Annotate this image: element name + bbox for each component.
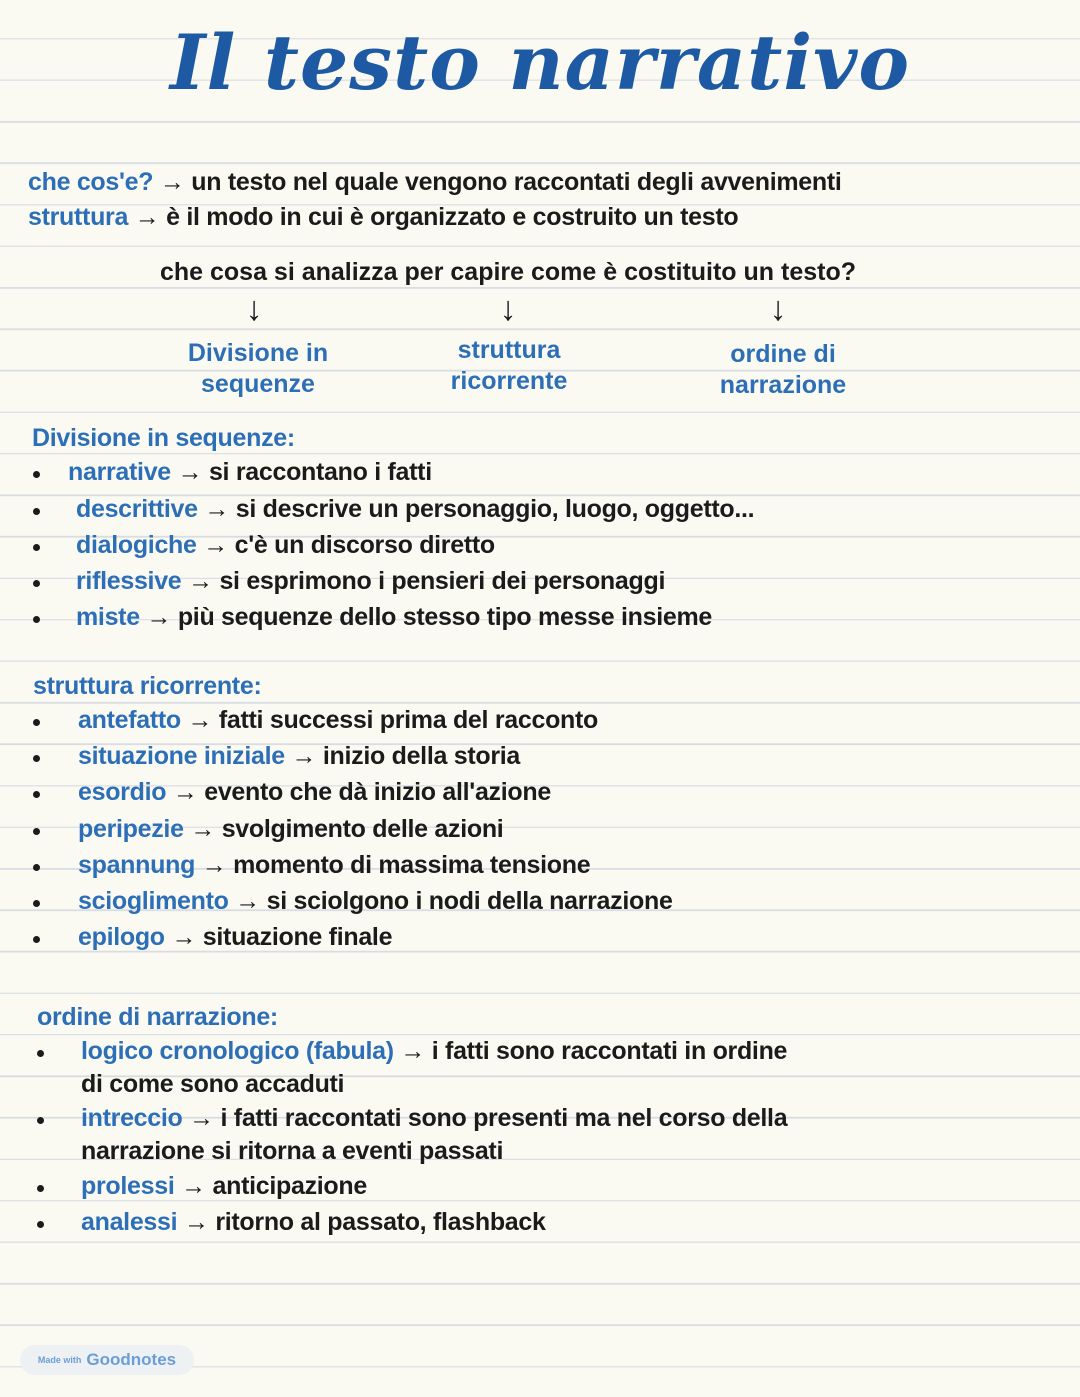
list-item [78,706,598,735]
branch-structure [389,335,629,397]
bullet-icon [33,580,40,587]
item-text: i fatti sono raccontati in ordine [431,1037,788,1065]
arrow-icon: → [159,168,185,196]
arrow-icon: → [189,1104,214,1132]
analysis-question: che cosa si analizza per capire come è costituito un testo? [159,258,857,286]
page-title: Il testo narrativo [169,18,911,107]
item-text: evento che dà inizio all'azione [204,778,551,806]
bullet-icon [33,900,40,907]
item-text: fatti successi prima del racconto [218,706,599,734]
branch-line: Divisione in [187,339,329,367]
list-item [78,923,392,952]
list-item [76,495,754,524]
arrow-icon: → [146,603,172,631]
item-continuation: narrazione si ritorna a eventi passati [81,1137,504,1165]
list-item [78,887,673,916]
list-item [78,851,590,880]
branch-line: narrazione [719,371,847,399]
list-item [78,778,551,807]
item-text: i fatti raccontati sono presenti ma nel corso della [220,1104,788,1132]
arrow-icon: → [172,778,198,806]
item-text: si raccontano i fatti [208,458,432,486]
section-title: Divisione in sequenze: [32,424,295,452]
intro-text: è il modo in cui è organizzato e costruito un testo [166,203,739,231]
arrow-icon: → [134,203,160,231]
list-item [81,1208,546,1237]
item-term: antefatto [78,706,181,734]
item-term: riflessive [76,567,182,595]
item-term: analessi [81,1208,178,1236]
intro-term: che cos'e? [28,168,154,196]
intro-line [28,203,738,232]
branch-division [138,338,378,400]
list-item [81,1037,787,1066]
list-item [78,742,520,771]
list-item [76,567,665,596]
intro-text: un testo nel quale vengono raccontati degli avvenimenti [191,168,842,196]
section-title: struttura ricorrente: [33,672,262,700]
item-continuation: di come sono accaduti [81,1070,345,1098]
arrow-icon: → [190,815,216,843]
arrow-icon: → [400,1037,426,1065]
item-term: epilogo [78,923,165,951]
bullet-icon [33,719,40,726]
item-text: c'è un discorso diretto [234,531,495,559]
item-term: situazione iniziale [78,742,285,770]
arrow-icon: → [201,851,227,879]
bullet-icon [33,508,40,515]
arrow-icon: → [203,531,228,559]
down-arrow-icon: ↓ [245,290,263,328]
arrow-icon: → [188,567,213,595]
item-term: miste [76,603,140,631]
arrow-icon: → [183,1208,209,1236]
item-text: anticipazione [212,1172,367,1200]
down-arrow-icon: ↓ [499,290,517,328]
item-text: momento di massima tensione [233,851,591,879]
list-item [78,815,503,844]
branch-line: ricorrente [450,367,568,395]
item-text: più sequenze dello stesso tipo messe insieme [177,603,713,631]
section-title: ordine di narrazione: [37,1003,278,1031]
item-text: inizio della storia [322,742,520,770]
list-item [81,1172,367,1201]
bullet-icon [37,1185,44,1192]
item-term: spannung [78,851,196,879]
branch-line: ordine di [730,340,836,368]
bullet-icon [33,755,40,762]
list-item [68,458,432,487]
bullet-icon [33,864,40,871]
list-item [76,603,712,632]
item-term: prolessi [81,1172,175,1200]
bullet-icon [33,471,40,478]
item-term: logico cronologico (fabula) [81,1037,394,1065]
item-text: ritorno al passato, flashback [215,1208,546,1236]
item-term: descrittive [76,495,198,523]
bullet-icon [33,616,40,623]
arrow-icon: → [204,495,230,523]
arrow-icon: → [177,458,203,486]
bullet-icon [33,544,40,551]
item-term: dialogiche [76,531,197,559]
item-term: narrative [68,458,171,486]
arrow-icon: → [235,887,260,915]
list-item [81,1104,787,1133]
bullet-icon [33,828,40,835]
intro-term: struttura [28,203,129,231]
item-term: esordio [78,778,167,806]
branch-line: struttura [457,336,561,364]
item-term: peripezie [78,815,184,843]
arrow-icon: → [181,1172,206,1200]
made-with-goodnotes-badge [20,1345,194,1375]
item-text: situazione finale [202,923,393,951]
bullet-icon [33,936,40,943]
badge-brand: Goodnotes [86,1350,177,1369]
intro-line [28,168,842,197]
arrow-icon: → [291,742,317,770]
arrow-icon: → [187,706,213,734]
list-item [76,531,495,560]
branch-line: sequenze [201,370,315,398]
down-arrow-icon: ↓ [769,290,787,328]
bullet-icon [37,1117,44,1124]
branch-order [663,339,903,401]
badge-prefix: Made with [37,1355,82,1365]
bullet-icon [33,791,40,798]
item-text: si descrive un personaggio, luogo, oggetto... [235,495,755,523]
item-text: si esprimono i pensieri dei personaggi [219,567,666,595]
bullet-icon [37,1050,44,1057]
item-term: scioglimento [78,887,229,915]
item-text: si sciolgono i nodi della narrazione [266,887,673,915]
arrow-icon: → [171,923,197,951]
item-term: intreccio [81,1104,183,1132]
bullet-icon [37,1221,44,1228]
item-text: svolgimento delle azioni [221,815,504,843]
